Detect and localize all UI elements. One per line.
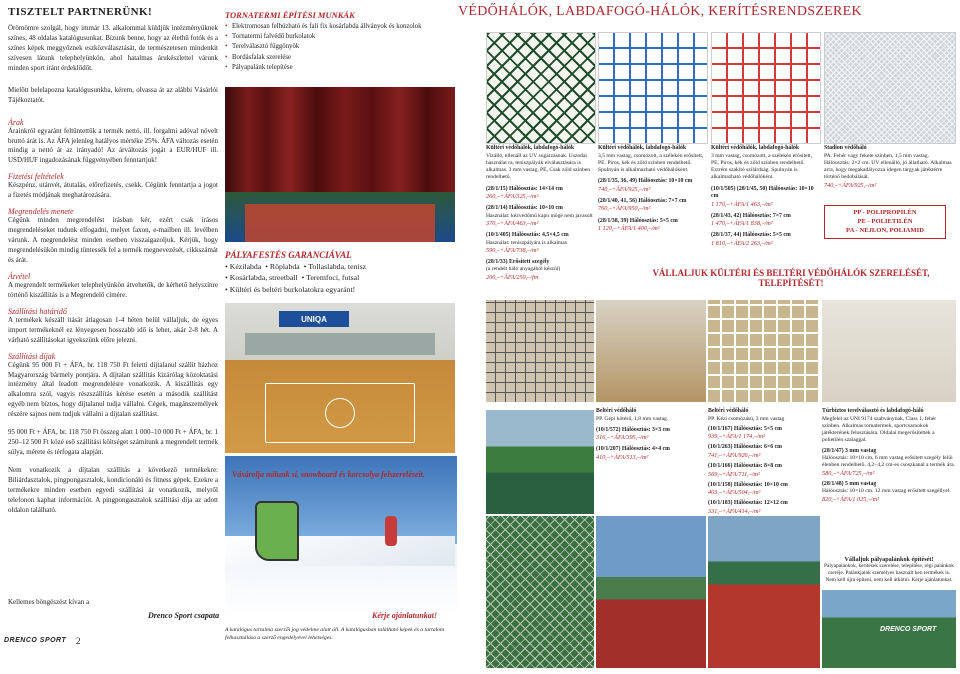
product-price: 200,–+ÁFA/250,–/fm — [486, 273, 539, 281]
product-col-2 — [598, 145, 708, 233]
product-name: (10/1/405) Hálóosztás: 4,5×4,5 cm — [486, 232, 569, 239]
intro-text: Örömömre szolgál, hogy immár 13. alkalommal küldjük intézményüknek színes, 48 oldalas katalógusunkat. Bízunk benne, hogy az élethű fotók és a színes képek meggyőznek eszközválasztását, de természetesen mindenkit szívesen látunk telephelyünkön, ahol hatalmas árukészlettel várunk minden sport iránt érdeklődőt. — [8, 24, 218, 72]
copyright-caption: A katalógus tartalma szerzői jog védelme alatt áll. A katalógusban található képek és a tartalom felhasználása a szerző engedélyével lehetséges. — [225, 627, 445, 641]
gym-net-photo-3 — [708, 300, 820, 402]
product-price: 1 470,–+ÁFA/1 838,–/m² — [711, 220, 773, 228]
product-price: 741,–+ÁFA/926,–/m² — [708, 451, 761, 459]
skier — [385, 516, 397, 546]
product-price: 740,–+ÁFA/925,–/m² — [824, 181, 877, 189]
product-price: 1 170,–+ÁFA/1 463,–/m² — [711, 200, 773, 208]
right-title: VÉDŐHÁLÓK, LABDAFOGÓ-HÁLÓK, KERÍTÉSRENDSZEREK — [458, 4, 862, 19]
section-heading: Szállítási díjak — [8, 351, 56, 361]
product-note: Hálóosztás: 10×10 cm, 6 mm vastag erősített szegély felüi élenben rendelhető. 4,2÷4,2 cm-es csoszkanál a termék ára. — [822, 455, 956, 469]
net-image-white — [824, 32, 956, 144]
product-note: (a rendelt háló anyagából készül) — [486, 266, 561, 273]
product-heading: Kültéri védőhálók, labdafogó-hálók — [486, 145, 575, 151]
green-court-photo — [822, 590, 956, 668]
gym-net-photo-2 — [596, 300, 706, 402]
section-text: Cégünk 95 000 Ft + ÁFA, br. 118 750 Ft feletti díjtalanul szállít házhoz Magyarország bármely pontjára. A díjtalan szállítás kizárólag közoktatási intézmény által leadott megrendelésre vonatkozik. A kiszállítás egy alkalomra szól, vagyis részszállítás kérése esetén a második szállítást egyéb nem bíztos, hogy díjtalanul tudja vállalni. Cégek, magánszemélyek részére sajnos nem tudjuk vállalni a díjtalan szállítást. — [8, 360, 218, 419]
drenco-logo-right: DRENCO SPORT — [880, 626, 937, 633]
tennis-court-photo — [486, 410, 594, 514]
pf-title: PÁLYAFESTÉS GARANCIÁVAL — [225, 250, 352, 260]
product-desc: Vizálló, ellenáll az UV sugárzásnak. Uszodai használat ra, teniszpályák elválasztására is alkalmas. 3 mm vastag, PE, Csak zöld színben rendelhető. — [486, 152, 591, 181]
works-item: • Pályapalánk telepítése — [225, 63, 453, 73]
ski-boot — [255, 501, 299, 561]
product-price: 580,–+ÁFA/725,–/m² — [822, 469, 875, 477]
install-desc: Pályapalánkok, kerítések szerelése, telepítése, régi palánkok cseréje. Palánkjaink személyes használt ken termékek is. Nem kell újra építeni, nem kell átkötni. Kérje ajánlatunkat. — [824, 563, 954, 584]
gym-net-photo-4 — [822, 300, 956, 402]
product-note: Használat: kézvédőmű kapu mögé nem javasolt — [486, 212, 593, 219]
product-name: (28/1/35, 36, 49) Hálóosztás: 10×10 cm — [598, 178, 693, 185]
product-name: (10/1/263) Hálóosztás: 6×6 cm — [708, 444, 782, 451]
gym-floor-photo — [225, 303, 455, 453]
product-name: (28/1/15) Hálóosztás: 14×14 cm — [486, 185, 563, 192]
banner — [279, 311, 349, 327]
drenco-logo-left: DRENCO SPORT — [4, 637, 67, 644]
product-price: 410,–+ÁFA/513,–/m² — [596, 453, 649, 461]
page-number: 2 — [76, 636, 81, 646]
install-slogan: VÁLLALJUK KÜLTÉRI ÉS BELTÉRI VÉDŐHÁLÓK SZERELÉSÉT, TELEPÍTÉSÉT! — [652, 268, 930, 288]
legend-item: PA - NEJLON, POLIAMID — [846, 227, 924, 235]
product-note: Használat: teniszpályára is alkalmas — [486, 239, 567, 246]
product-heading: Kültéri védőhálók, labdafogó-hálók — [598, 145, 687, 151]
gym-net-photo-1 — [486, 300, 594, 402]
section-heading: Fizetési feltételek — [8, 172, 64, 182]
product-heading: Stadion védőháló — [824, 145, 867, 151]
product-price: 740,–+ÁFA/925,–/m² — [598, 185, 651, 193]
product-heading: Beltéri védőháló — [596, 408, 637, 414]
ski-text: Vásárolja nálunk si, snowboard és korcsolya felszereléseit. — [232, 470, 425, 479]
net-image-red — [711, 32, 821, 144]
section-prices — [8, 118, 218, 167]
product-col-1 — [486, 145, 596, 282]
net-image-blue — [598, 32, 708, 144]
product-name: (10/1/166) Hálóosztás: 8×8 cm — [708, 462, 782, 469]
section-receipt — [8, 272, 218, 301]
signature: Drenco Sport csapata — [148, 611, 220, 620]
product-indoor-1 — [596, 408, 706, 462]
product-price: 569,–+ÁFA/711,–/m² — [708, 470, 760, 478]
product-desc: Megfelel az UNI 9174 szabványnak, Class 1, fehér színben. Alkalmas tornatermek, sportcsarnokok játékterének felosztására. Oldalai megerősítettek a polietilén szalaggal. — [822, 415, 937, 444]
product-name: (28/1/37, 44) Hálóosztás: 5×5 cm — [711, 232, 791, 239]
court-goal-photo — [596, 516, 706, 668]
before-text: Mielőtt belelapozna katalógusunkba, kérem, olvassa át az alábbi Vásárlói Tájékoztatót. — [8, 85, 218, 104]
red-court-photo — [708, 516, 820, 668]
product-name: (10/1/572) Hálóosztás: 3×3 cm — [596, 426, 670, 433]
product-desc: PP. Gépi kötésű, 1,8 mm vastag. — [596, 415, 669, 422]
product-name: (10/1/158) Hálóosztás: 10×10 cm — [708, 481, 788, 488]
product-name: (28/1/33) Erősített szegély — [486, 258, 550, 265]
product-name: (28/1/43, 42) Hálóosztás: 7×7 cm — [711, 212, 791, 219]
product-price: 1 810,–+ÁFA/2 263,–/m² — [711, 239, 773, 247]
left-column — [8, 6, 218, 666]
product-col-3 — [711, 145, 821, 248]
product-indoor-3 — [822, 408, 956, 504]
section-text: Készpénz, utánvét, átutalás, előrefizetés, csekk. Cégünk fenntartja a jogot a fizetés módjának meghatározására. — [8, 181, 218, 200]
works-item: • Terelválasztó függönyök — [225, 42, 453, 52]
product-name: (28/1/14) Hálóosztás: 10×10 cm — [486, 205, 563, 212]
product-name: (28/1/40, 41, 56) Hálóosztás: 7×7 cm — [598, 197, 687, 204]
banner-text: UNIQA — [301, 314, 327, 324]
product-name: (10/1/207) Hálóosztás: 4×4 cm — [596, 446, 670, 453]
product-desc: 3,5 mm vastag, csomózott, a szélekén erősített, PE. Piros, kék és zöld színben rendelhető. Spulnyán is alkalmazható védőhálóként. — [598, 152, 704, 174]
install-box — [822, 556, 956, 584]
section-text: A megrendelt termékeket telephelyünkön átvehetők, de kérhető helyszínre történő kiszállítás is a Megrendelő címére. — [8, 280, 218, 299]
section-heading: Szállítási határidő — [8, 306, 67, 316]
product-heading: Kültéri védőhálók, labdafogó-hálók — [711, 145, 800, 151]
works-item: • Tornatermi falvédő burkolatok — [225, 32, 453, 42]
product-price: 370,–+ÁFA/463,–/m² — [486, 219, 539, 227]
product-indoor-2 — [708, 408, 820, 516]
product-col-4 — [824, 145, 956, 190]
extra-text-1: 95 000 Ft + ÁFA, br. 118 750 Ft összeg alatt 1 000–10 000 Ft + ÁFA, br. 1 250–12 500 Ft közé eső szállítási költséget számítunk a megrendelt termék súlya, mérete és térfogata alapján. — [8, 428, 218, 457]
legend-item: PE - POLIETILÉN — [857, 218, 913, 226]
install-heading: Vállaljuk pályapalánkok építését! — [844, 556, 934, 563]
pf-line: • Kosárlabda, streetball • Teremfoci, futsal — [225, 273, 360, 283]
product-note: Hálóosztás: 10×10 cm. 12 mm vastag erősített szegéllyel. — [822, 488, 951, 495]
page-title: TISZTELT PARTNERÜNK! — [8, 6, 153, 18]
works-item: • Bordásfalak szerelése — [225, 53, 453, 63]
net-image-green — [486, 32, 596, 144]
product-price: 939,–+ÁFA/1 174,–/m² — [708, 433, 765, 441]
section-heading: Megrendelés menete — [8, 207, 74, 217]
curtain-photo — [225, 87, 455, 242]
product-heading: Beltéri védőháló — [708, 408, 749, 414]
works-item: • Elektromosan felhúzható és fali fix kosárlabda állványok és konzolok — [225, 22, 453, 32]
section-heading: Árak — [8, 117, 24, 127]
section-text: Árainkról egyaránt feltüntettük a termék nettó, ill. forgalmi adóval növelt bruttó árát is. Az ÁFA jelenleg hatályos mértéke 25%. ÁFA változás esetén mindig a nettó ár az irányadó! Az árváltozás jogát a EUR/HUF ill. USD/HUF ingadozásának függvényében fenntartjuk! — [8, 126, 218, 165]
works-title: TORNATERMI ÉPÍTÉSI MUNKÁK — [225, 10, 355, 20]
product-desc: 3 mm vastag, csomózott, a szélekén erősített, PE. Piros, kék és zöld színben rendelhető. Extrém szakító szilárdság. Spulnyán is alkalmazható védőhálóként. — [711, 152, 813, 181]
section-text: Cégünk minden megrendelést írásban kér, ezért csak írásos megrendeléseket tudunk elfogadni, melyet faxon, e-mailben ill. levélben várunk. A megrendelést minden esetben visszaigazoljuk. Kérjük, hogy megrendelésükön mindig tüntessék fel a termék megnevezését, cikkszámát és árát. — [8, 216, 218, 264]
section-deadline — [8, 307, 218, 346]
section-fees — [8, 352, 218, 421]
product-name: (10/1/167) Hálóosztás: 5×5 cm — [708, 425, 782, 432]
section-payment — [8, 172, 218, 201]
product-desc: PA. Fehér vagy fekete színben, 1,5 mm vastag. Hálóosztás: 2×2 cm. UV ellenálló, jó állatható. Alkalmas arra, hogy megakadályozza idegen tárgyak játéktérre történő bedobálását. — [824, 152, 952, 181]
product-price: 1 120,–+ÁFA/1 400,–/m² — [598, 225, 660, 233]
works-list — [225, 22, 453, 73]
product-name: (28/1/48) 5 mm vastag — [822, 480, 877, 487]
product-price: 331,–+ÁFA/414,–/m² — [708, 507, 761, 515]
section-order — [8, 207, 218, 266]
product-heading: Túrbiztos terelválasztó és labdafogó-háló — [822, 408, 924, 414]
product-price: 590,–+ÁFA/738,–/m² — [486, 246, 539, 254]
product-price: 260,–+ÁFA/325,–/m² — [486, 193, 539, 201]
section-heading: Átvétel — [8, 271, 31, 281]
product-price: 403,–+ÁFA/504,–/m² — [708, 489, 761, 497]
product-price: 316,–+ÁFA/395,–/m² — [596, 434, 649, 442]
legend-item: PP - POLIPROPILÉN — [853, 209, 917, 216]
fence-photo — [486, 516, 594, 668]
product-desc: PP. Kézi csomózású, 3 mm vastag — [708, 415, 785, 422]
product-name: (28/1/38, 39) Hálóosztás: 5×5 cm — [598, 217, 678, 224]
section-text: A termékek készáll ítását átlagosan 1-4 héten belül vállaljuk, de egyes import termékeknél ez lényegesen hosszabb idő is lehet, akár 2-8 hét. A várható szállításokat igyekszünk előre jelezni. — [8, 315, 218, 344]
pf-line: • Kültéri és beltéri burkolatokra egyaránt! — [225, 284, 356, 294]
extra-text-2: Nem vonatkozik a díjtalan szállítás a következő termékekre: Biliárdasztalok, pingpongasztalok, kondicionáló és fitness gépek. Ezekre a termékekre minden esetben egyedi szállítási ár vonatkozik, melyről telefonon kaphat információt. A pingpongasztalok szállítási díja az adott oldalon található. — [8, 466, 218, 514]
closing-text: Kellemes böngészést kívan a — [8, 598, 90, 606]
pf-line: • Kézilabda • Röplabda • Tollaslabda, tenisz — [225, 262, 367, 271]
product-name: (28/1/47) 3 mm vastag — [822, 447, 877, 454]
product-name: (10/1/505) (28/1/45, 50) Hálóosztás: 10×10 cm — [711, 185, 814, 200]
product-price: 760,–+ÁFA/950,–/m² — [598, 205, 651, 213]
ski-photo — [225, 456, 457, 616]
pf-block — [225, 250, 455, 295]
material-legend — [824, 205, 946, 239]
product-name: (10/1/183) Hálóosztás: 12×12 cm — [708, 500, 788, 507]
product-price: 820,–+ÁFA/1 025,–/m² — [822, 495, 879, 503]
ask-offer-mid: Kérje ajánlatunkat! — [372, 611, 438, 620]
mid-column — [225, 10, 453, 73]
